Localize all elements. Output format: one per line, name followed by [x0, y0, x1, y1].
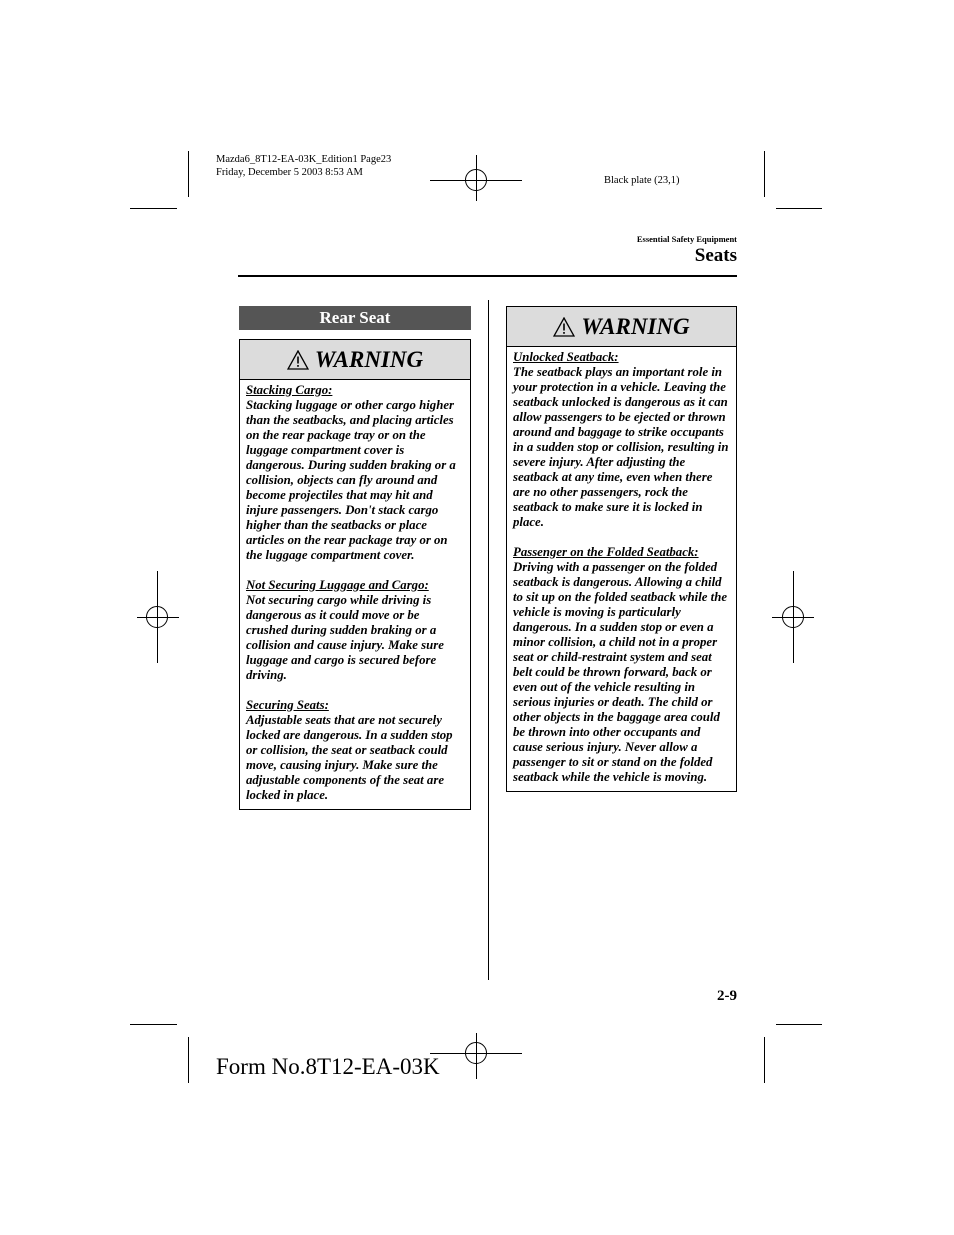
- warning-item-title: Unlocked Seatback:: [513, 350, 619, 364]
- warning-item: [246, 383, 464, 563]
- registration-target-icon: [465, 1042, 487, 1064]
- print-metadata-line1: Mazda6_8T12-EA-03K_Edition1 Page23: [216, 154, 392, 165]
- warning-item: [246, 578, 464, 683]
- registration-target-icon: [146, 606, 168, 628]
- crop-mark: [130, 208, 177, 209]
- warning-item-text: Driving with a passenger on the folded seatback is dangerous. Allowing a child to sit up on the folded seatback while the vehicle is moving is particularly dangerous. In a sudden stop or even a minor collision, a child not in a proper seat or child-restraint system and seat belt could be thrown forward, back or even out of the vehicle resulting in serious injuries or death. The child or other objects in the baggage area could be thrown into other occupants and cause serious injury. Never allow a passenger to sit or stand on the folded seatback while the vehicle is moving.: [513, 560, 727, 784]
- warning-item-text: Adjustable seats that are not securely locked are dangerous. In a sudden stop or collision, the seat or seatback could move, causing injury. Make sure the adjustable components of the seat are locked in place.: [246, 713, 453, 802]
- rear-seat-heading: Rear Seat: [239, 306, 471, 330]
- warning-header: [507, 307, 736, 347]
- warning-item-title: Securing Seats:: [246, 698, 329, 712]
- warning-item-title: Stacking Cargo:: [246, 383, 333, 397]
- crop-mark: [130, 1024, 177, 1025]
- warning-box-left: [239, 339, 471, 810]
- chapter-label: Essential Safety Equipment: [636, 234, 737, 244]
- warning-body: [240, 380, 470, 809]
- crop-mark: [776, 208, 822, 209]
- header-rule: [238, 275, 737, 277]
- warning-item-text: The seatback plays an important role in your protection in a vehicle. Leaving the seatback unlocked is dangerous as it can allow passengers to be ejected or thrown around and baggage to strike occupants in a sudden stop or collision, resulting in severe injury. After adjusting the seatback at any time, even when there are no other passengers, rock the seatback to make sure it is locked in place.: [513, 365, 729, 529]
- warning-header: [240, 340, 470, 380]
- column-divider: [488, 300, 489, 980]
- crop-mark: [764, 151, 765, 197]
- print-metadata-line2: Friday, December 5 2003 8:53 AM: [216, 167, 363, 178]
- crop-mark: [188, 1037, 189, 1083]
- warning-item-title: Passenger on the Folded Seatback:: [513, 545, 699, 559]
- warning-item: [513, 350, 730, 530]
- crop-mark: [776, 1024, 822, 1025]
- registration-target-icon: [465, 169, 487, 191]
- warning-item-text: Not securing cargo while driving is dangerous as it could move or be crushed during sudden braking or a collision and cause injury. Make sure luggage and cargo is secured before driving.: [246, 593, 444, 682]
- print-metadata: [216, 153, 391, 179]
- warning-item-text: Stacking luggage or other cargo higher than the seatbacks, and placing articles on the rear package tray or on the luggage compartment cover is dangerous. During sudden braking or a collision, objects can fly around and become projectiles that may hit and injure passengers. Don't stack cargo higher than the seatbacks or place articles on the rear package tray or on the luggage compartment cover.: [246, 398, 456, 562]
- section-title: Seats: [694, 245, 737, 266]
- warning-title: WARNING: [581, 314, 690, 339]
- warning-item: [246, 698, 464, 803]
- warning-body: [507, 347, 736, 791]
- warning-triangle-icon: [553, 317, 575, 337]
- warning-box-right: [506, 306, 737, 792]
- warning-triangle-icon: [287, 350, 309, 370]
- plate-label: Black plate (23,1): [604, 175, 680, 186]
- warning-item: [513, 545, 730, 785]
- registration-target-icon: [782, 606, 804, 628]
- crop-mark: [764, 1037, 765, 1083]
- form-number: Form No.8T12-EA-03K: [216, 1054, 440, 1079]
- page-number: 2-9: [717, 988, 737, 1004]
- crop-mark: [188, 151, 189, 197]
- warning-title: WARNING: [314, 347, 424, 372]
- warning-item-title: Not Securing Luggage and Cargo:: [246, 578, 429, 592]
